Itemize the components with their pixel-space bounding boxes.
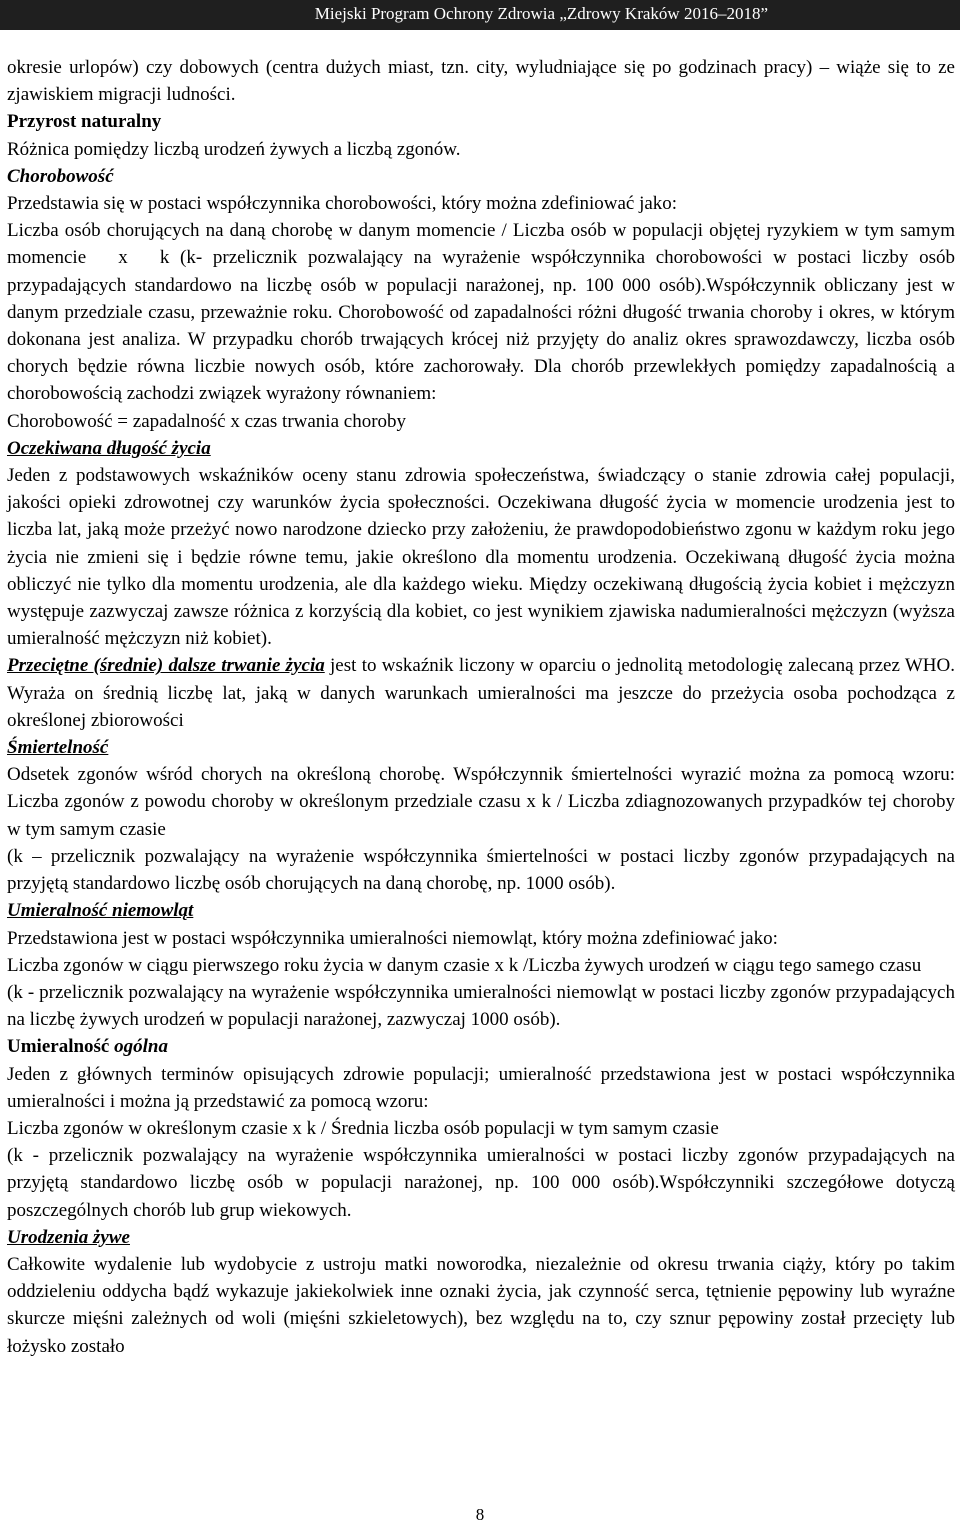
section-heading-niemowlat: Umieralność niemowląt <box>7 900 194 922</box>
paragraph: Jeden z podstawowych wskaźników oceny stanu zdrowia społeczeństwa, świadczący o stanie zdrowia całej populacji, jakości opieki zdrowotnej czy warunków życia społeczności. Oczekiwana długość życia w momencie urodzenia jest to liczba lat, jaką może przeżyć nowo narodzone dziecko przy założeniu, że prawdopodobieństwo zgonu w każdym roku jego życia nie zmieni się i będzie równe temu, jakie określono dla momentu urodzenia. Oczekiwaną długość życia można obliczyć nie tylko dla momentu urodzenia, ale dla każdego wieku. Między oczekiwaną długością życia kobiet i mężczyzn występuje zazwyczaj zawsze różnica z korzyścią dla kobiet, co jest wynikiem zjawiska nadumieralności mężczyzn (wyższa umieralność mężczyzn niż kobiet). <box>7 465 955 650</box>
section-heading-chorobowosc: Chorobowość <box>7 165 114 187</box>
paragraph: Liczba osób chorujących na daną chorobę w danym momencie / Liczba osób w populacji objętej ryzykiem w tym samym momencie x k (k- przelicznik pozwalający na wyrażenie współczynnika chorobowości w postaci liczby osób przypadających standardowo na liczbę osób w populacji narażonej, np. 100 000 osób).Współczynnik obliczany jest w danym przedziale czasu, przeważnie roku. Chorobowość od zapadalności różni długość trwania choroby i okres, w którym dokonana jest analiza. W przypadku chorób trwających krócej niż przyjęty do analiz okres sprawozdawczy, liczba osób chorych będzie równa liczbie nowych osób, które zachorowały. Dla chorób przewlekłych pomiędzy zapadalnością a chorobowością zachodzi związek wyrażony równaniem: <box>7 220 955 405</box>
paragraph: Całkowite wydalenie lub wydobycie z ustroju matki noworodka, niezależnie od okresu trwania ciąży, który po takim oddzieleniu oddycha bądź wykazuje jakiekolwiek inne oznaki życia, jak czynność serca, tętnienie pępowiny lub wyraźne skurcze mięśni zależnych od woli (mięśni szkieletowych), bez względu na to, czy sznur pępowiny został przecięty lub łożysko zostało <box>7 1253 955 1357</box>
heading-part: ogólna <box>114 1036 168 1058</box>
paragraph: Różnica pomiędzy liczbą urodzeń żywych a liczbą zgonów. <box>7 138 461 160</box>
paragraph: okresie urlopów) czy dobowych (centra dużych miast, tzn. city, wyludniające się po godzinach pracy) – wiąże się to ze zjawiskiem migracji ludności. <box>7 57 955 106</box>
paragraph: (k - przelicznik pozwalający na wyrażenie współczynnika umieralności w postaci liczby zgonów przypadających na przyjętą standardowo liczbę osób w populacji narażonej, np. 100 000 osób).Współczynniki szczegółowe dotyczą poszczególnych chorób lub grup wiekowych. <box>7 1145 955 1221</box>
heading-part: Umieralność <box>7 1036 115 1058</box>
paragraph: Odsetek zgonów wśród chorych na określoną chorobę. Współczynnik śmiertelności wyrazić można za pomocą wzoru: Liczba zgonów z powodu choroby w określonym przedziale czasu x k / Liczba zdiagnozowanych przypadków tej choroby w tym samym czasie <box>7 764 955 840</box>
section-heading-ogolna <box>7 1033 955 1060</box>
paragraph: (k - przelicznik pozwalający na wyrażenie współczynnika umieralności niemowląt w postaci liczby zgonów przypadających na liczbę żywych urodzeń w populacji narażonej, zazwyczaj 1000 osób). <box>7 981 955 1031</box>
document-body <box>7 54 955 1360</box>
section-heading-smiertelnosc: Śmiertelność <box>7 737 109 759</box>
paragraph: Przedstawia się w postaci współczynnika chorobowości, który można zdefiniować jako: <box>7 193 678 215</box>
paragraph: Jeden z głównych terminów opisujących zdrowie populacji; umieralność przedstawiona jest w postaci współczynnika umieralności i można ją przedstawić za pomocą wzoru: <box>7 1063 955 1112</box>
section-heading-przyrost: Przyrost naturalny <box>7 111 162 133</box>
paragraph-text: jest to wskaźnik liczony w oparciu o jednolitą metodologię zalecaną przez WHO. Wyraża on średnią liczbę lat, jaką w danych warunkach umieralności ma jeszcze do przeżycia osoba pochodząca z określonej zbiorowości <box>7 655 955 731</box>
page-header <box>0 0 960 30</box>
page-number: 8 <box>475 1505 485 1524</box>
formula: Liczba zgonów w ciągu pierwszego roku życia w danym czasie x k /Liczba żywych urodzeń w ciągu tego samego czasu <box>7 954 922 976</box>
inline-term-przecietne: Przeciętne (średnie) dalsze trwanie życia <box>7 655 325 677</box>
formula: Liczba zgonów w określonym czasie x k / Średnia liczba osób populacji w tym samym czasie <box>7 1117 719 1139</box>
paragraph: Przedstawiona jest w postaci współczynnika umieralności niemowląt, który można zdefiniować jako: <box>7 927 778 949</box>
section-heading-urodzenia: Urodzenia żywe <box>7 1226 130 1248</box>
section-heading-oczekiwana: Oczekiwana długość życia <box>7 437 211 459</box>
paragraph-przecietne <box>7 652 955 734</box>
header-title: Miejski Program Ochrony Zdrowia „Zdrowy Kraków 2016–2018” <box>314 4 768 23</box>
paragraph: (k – przelicznik pozwalający na wyrażenie współczynnika śmiertelności w postaci liczby zgonów przypadających na przyjętą standardowo liczbę osób chorujących na daną chorobę, np. 1000 osób). <box>7 845 955 895</box>
formula: Chorobowość = zapadalność x czas trwania choroby <box>7 410 407 432</box>
